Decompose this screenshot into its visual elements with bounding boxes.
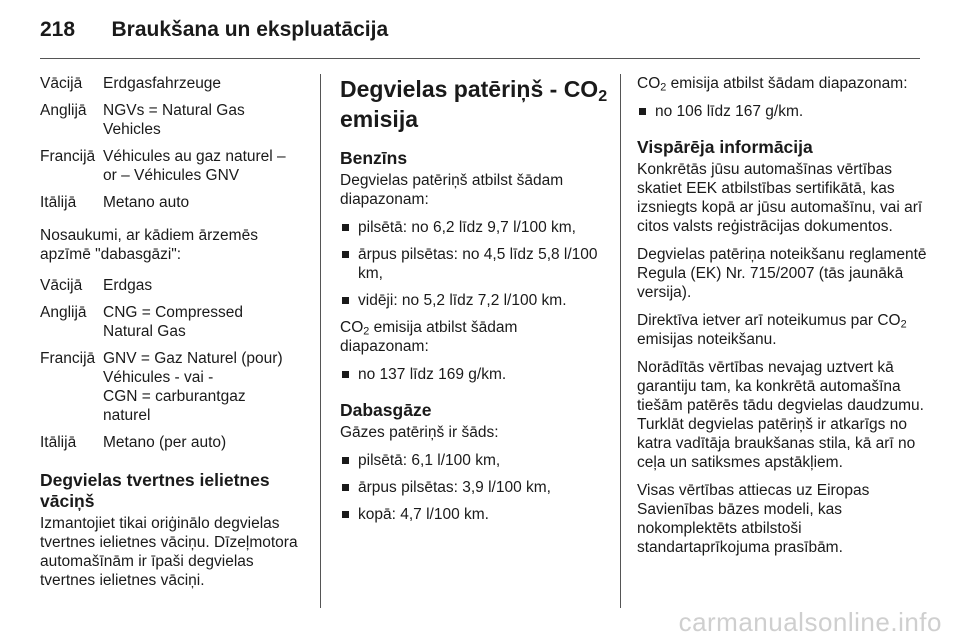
general-info-heading: Vispārēja informācija: [637, 137, 813, 157]
bullet-square-icon: [342, 224, 349, 231]
info-paragraph: Norādītās vērtības nevajag uztvert kā garantiju tam, ka konkrētā automašīna tiešām patērēs tādu degvielas daudzumu. Turklāt degvielas patēriņš ir atkarīgs no katra vadītāja braukšanas stila, kā arī no ceļa un satiksmes apstākļiem.: [637, 359, 924, 471]
fuel-cap-text: Izmantojiet tikai oriģinālo degvielas tvertnes ielietnes vāciņu. Dīzeļmotora automašīnām ir īpaši degvielas tvertnes ielietnes vāciņi.: [40, 515, 298, 589]
table-row: Itālijā Metano auto: [40, 194, 190, 211]
info-paragraph: Konkrētās jūsu automašīnas vērtības skatiet EEK atbilstības sertifikātā, kas izsniegts kopā ar jūsu automašīnu, vai arī citos valsts reģistrācijas dokumentos.: [637, 161, 923, 235]
info-paragraph: Degvielas patēriņa noteikšanu reglamentē Regula (EK) Nr. 715/2007 (tās jaunākā versija).: [637, 246, 927, 301]
page-title: Braukšana un ekspluatācija: [111, 18, 389, 41]
table-row: Vācijā Erdgas: [40, 277, 153, 294]
list-item: ārpus pilsētas: 3,9 l/100 km,: [340, 478, 608, 497]
table-row: Vācijā Erdgasfahrzeuge: [40, 75, 222, 92]
column-divider-right: [620, 74, 621, 608]
header-rule: [40, 58, 920, 59]
bullet-square-icon: [342, 251, 349, 258]
petrol-intro: Degvielas patēriņš atbilst šādam diapazonam:: [340, 172, 564, 208]
list-item: no 137 līdz 169 g/km.: [340, 365, 608, 384]
table-row: Anglijā CNG = Compressed Natural Gas: [40, 304, 243, 340]
fuel-cap-heading: Degvielas tvertnes ielietnes vāciņš: [40, 470, 270, 511]
bullet-square-icon: [342, 457, 349, 464]
name-table-vehicles: [40, 74, 305, 212]
bullet-square-icon: [342, 371, 349, 378]
list-item: no 106 līdz 167 g/km.: [637, 102, 927, 121]
column-left: [40, 74, 305, 599]
natural-gas-heading: Dabasgāze: [340, 400, 432, 420]
co2-intro-gas: $CO_2$ emisija atbilst šādam diapazonam:: [637, 75, 908, 94]
bullet-square-icon: [342, 297, 349, 304]
list-item: kopā: 4,7 l/100 km.: [340, 505, 608, 524]
table-row: Anglijā NGVs = Natural Gas Vehicles: [40, 102, 245, 138]
column-middle: [340, 74, 608, 532]
page-number: 218: [40, 18, 76, 41]
table-row: Francijā Véhicules au gaz naturel – or – Véhicules GNV: [40, 148, 286, 184]
page-header: [40, 18, 388, 48]
bullet-square-icon: [342, 511, 349, 518]
column-right: [637, 74, 927, 566]
bullet-square-icon: [639, 108, 646, 115]
list-item: pilsētā: 6,1 l/100 km,: [340, 451, 608, 470]
info-paragraph: Visas vērtības attiecas uz Eiropas Savienības bāzes modeli, kas nokomplektēts atbilstoši standartaprīkojuma prasībām.: [637, 482, 870, 556]
info-paragraph: Direktīva ietver arī noteikumus par $CO_2$ emisijas noteikšanu.: [637, 312, 907, 348]
table-row: Francijā GNV = Gaz Naturel (pour) Véhicules - vai - CGN = carburantgaz naturel: [40, 350, 283, 424]
name-table-gas: [40, 276, 305, 452]
petrol-heading: Benzīns: [340, 148, 408, 168]
column-divider-left: [320, 74, 321, 608]
list-item: vidēji: no 5,2 līdz 7,2 l/100 km.: [340, 291, 608, 310]
gas-intro: Gāzes patēriņš ir šāds:: [340, 424, 499, 441]
list-item: ārpus pilsētas: no 4,5 līdz 5,8 l/100 km,: [340, 245, 608, 283]
list-item: pilsētā: no 6,2 līdz 9,7 l/100 km,: [340, 218, 608, 237]
table-row: Itālijā Metano (per auto): [40, 434, 227, 451]
watermark: carmanualsonline.info: [678, 607, 942, 637]
names-intro-text: Nosaukumi, ar kādiem ārzemēs apzīmē "dabasgāzi":: [40, 227, 258, 263]
co2-intro-petrol: $CO_2$ emisija atbilst šādam diapazonam:: [340, 319, 518, 355]
bullet-square-icon: [342, 484, 349, 491]
section-title: Degvielas patēriņš - $CO_2$ emisija: [340, 76, 608, 132]
